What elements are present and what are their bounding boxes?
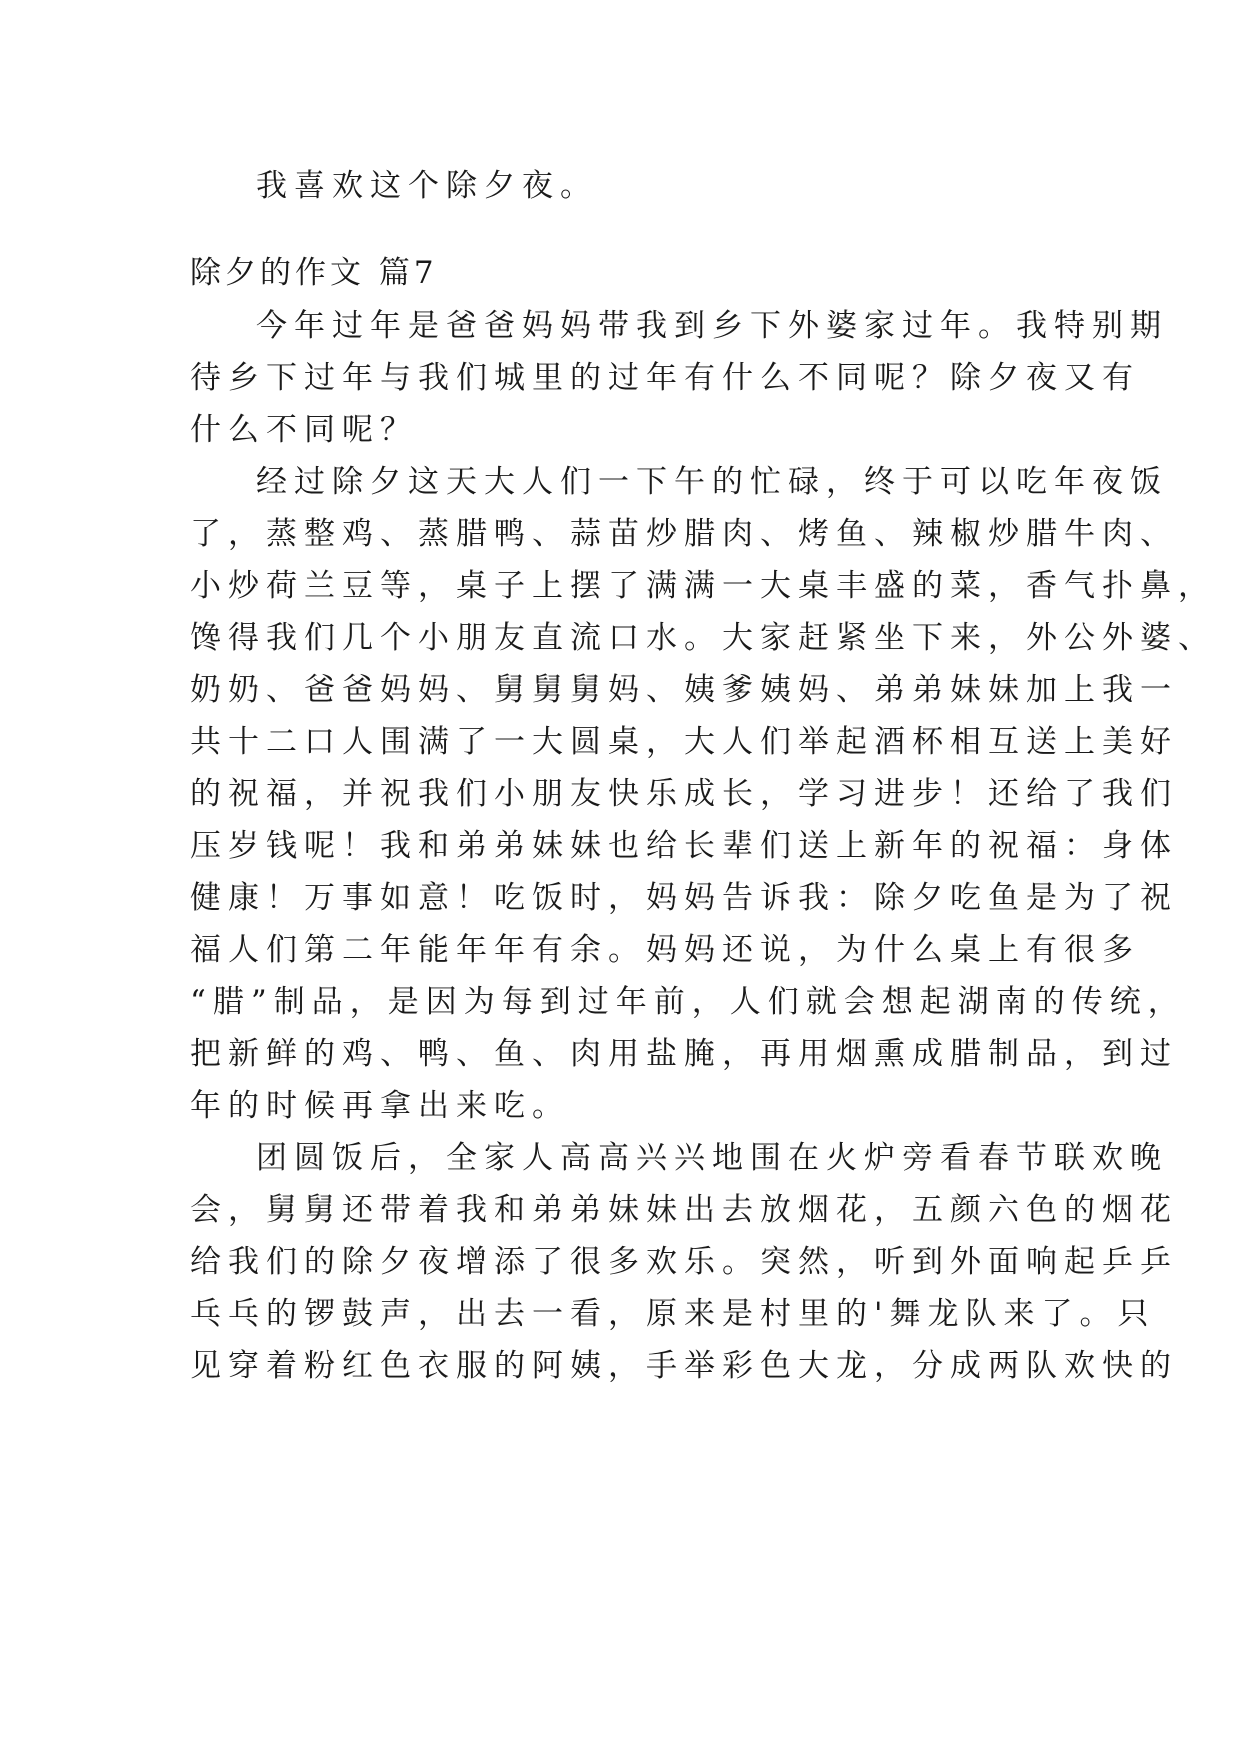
paragraph-line: 共十二口人围满了一大圆桌，大人们举起酒杯相互送上美好 (190, 724, 1178, 760)
paragraph-line: 健康！万事如意！吃饭时，妈妈告诉我：除夕吃鱼是为了祝 (190, 880, 1178, 916)
section-heading: 除夕的作文 篇7 (190, 255, 438, 291)
paragraph-line: 团圆饭后，全家人高高兴兴地围在火炉旁看春节联欢晚 (256, 1140, 1168, 1176)
paragraph-line: 今年过年是爸爸妈妈带我到乡下外婆家过年。我特别期 (256, 308, 1168, 344)
paragraph-line: 见穿着粉红色衣服的阿姨，手举彩色大龙，分成两队欢快的 (190, 1348, 1178, 1384)
paragraph-line: 我喜欢这个除夕夜。 (256, 168, 598, 204)
paragraph-line: 把新鲜的鸡、鸭、鱼、肉用盐腌，再用烟熏成腊制品，到过 (190, 1036, 1178, 1072)
paragraph-line: 会，舅舅还带着我和弟弟妹妹出去放烟花，五颜六色的烟花 (190, 1192, 1178, 1228)
paragraph-line: 的祝福，并祝我们小朋友快乐成长，学习进步！还给了我们 (190, 776, 1178, 812)
paragraph-line: 乓乓的锣鼓声，出去一看，原来是村里的'舞龙队来了。只 (190, 1296, 1156, 1332)
paragraph-line: 待乡下过年与我们城里的过年有什么不同呢？除夕夜又有 (190, 360, 1140, 396)
paragraph-line: 年的时候再拿出来吃。 (190, 1088, 570, 1124)
paragraph-line: 压岁钱呢！我和弟弟妹妹也给长辈们送上新年的祝福：身体 (190, 828, 1178, 864)
paragraph-line: 给我们的除夕夜增添了很多欢乐。突然，听到外面响起乒乒 (190, 1244, 1178, 1280)
paragraph-line: 了，蒸整鸡、蒸腊鸭、蒜苗炒腊肉、烤鱼、辣椒炒腊牛肉、 (190, 516, 1178, 552)
paragraph-line: 小炒荷兰豆等，桌子上摆了满满一大桌丰盛的菜，香气扑鼻， (190, 568, 1216, 604)
paragraph-line: 馋得我们几个小朋友直流口水。大家赶紧坐下来，外公外婆、 (190, 620, 1216, 656)
paragraph-line: “腊”制品，是因为每到过年前，人们就会想起湖南的传统， (190, 984, 1186, 1020)
paragraph-line: 经过除夕这天大人们一下午的忙碌，终于可以吃年夜饭 (256, 464, 1168, 500)
paragraph-line: 福人们第二年能年年有余。妈妈还说，为什么桌上有很多 (190, 932, 1140, 968)
paragraph-line: 什么不同呢？ (190, 412, 418, 448)
paragraph-line: 奶奶、爸爸妈妈、舅舅舅妈、姨爹姨妈、弟弟妹妹加上我一 (190, 672, 1178, 708)
